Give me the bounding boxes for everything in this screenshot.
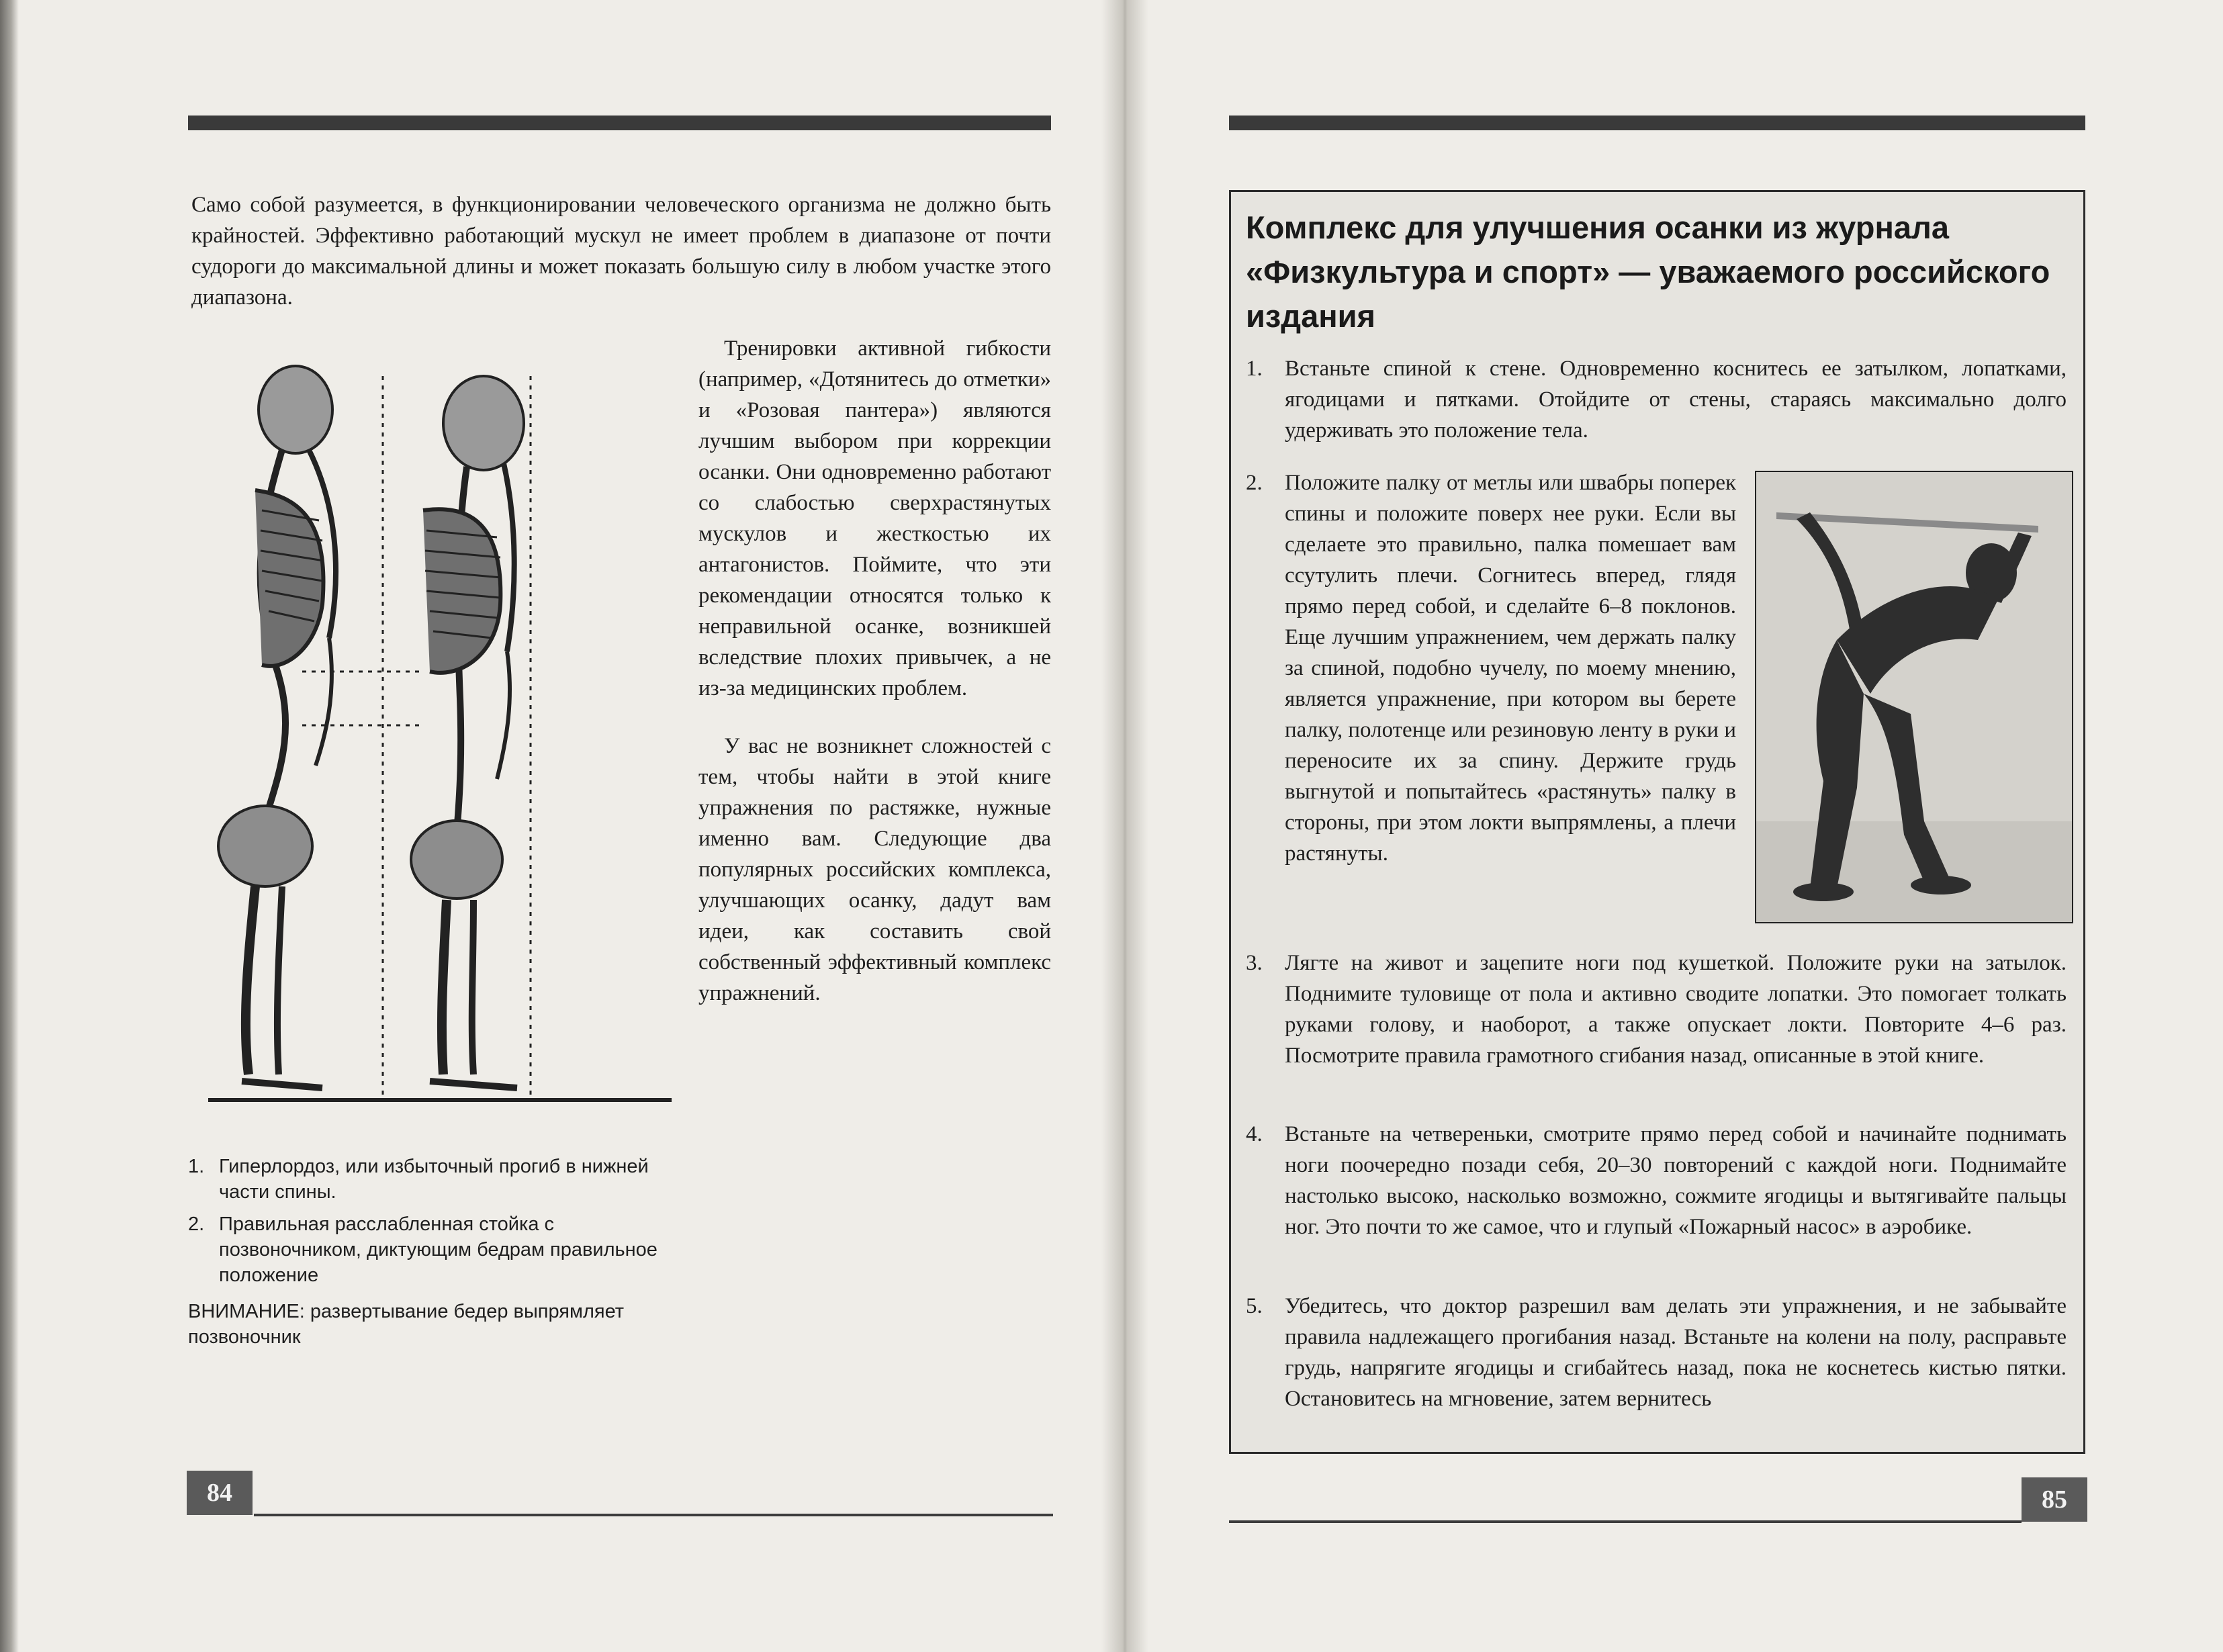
page-number: 84 bbox=[187, 1471, 253, 1515]
item-number: 1. bbox=[1246, 357, 1263, 381]
item-text: Убедитесь, что доктор разрешил вам делать эти упражнения, и не забывайте правила надлежащего прогибания назад. Встаньте на колени на полу, расправьте грудь, напрягите ягодицы и сгибайтесь назад, пока не коснетесь кистью пятки. Остановитесь на мгновение, затем вернитесь bbox=[1285, 1294, 2067, 1411]
column-paragraph-2: У вас не возникнет сложностей с тем, чтобы найти в этой книге упражнения по растяжке, нужные именно вам. Следующие два популярных российских комплекса, улучшающих осанку, дадут вам идеи, как составить свой собственный эффективный комплекс упражнений. bbox=[698, 734, 1051, 1005]
exercise-item-3 bbox=[1246, 948, 2067, 1071]
item-text: Встаньте на четвереньки, смотрите прямо перед собой и начинайте поднимать ноги поочередно позади себя, 20–30 повторений с каждой ноги. Поднимайте настолько высоко, насколько возможно, сожмите ягодицы и вытягивайте пальцы ног. Это почти то же самое, что и глупый «Пожарный насос» в аэробике. bbox=[1285, 1122, 2067, 1239]
page-number: 85 bbox=[2022, 1477, 2087, 1522]
item-text: Положите палку от метлы или швабры поперек спины и положите поверх нее руки. Если вы сделаете это правильно, палка помешает вам ссутулить плечи. Согнитесь вперед, глядя прямо перед собой, и сделайте 6–8 поклонов. Еще лучшим упражнением, чем держать палку за спиной, подобно чучелу, по моему мнению, является упражнение, при котором вы берете палку, полотенце или резиновую ленту в руки и переносите их за спину. Держите грудь выгнутой и попытайтесь «растянуть» палку в стороны, при этом локти выпрямлены, а плечи растянуты. bbox=[1285, 471, 1736, 866]
exercise-item-4 bbox=[1246, 1119, 2067, 1242]
skeleton-figure-1 bbox=[218, 366, 336, 1088]
caption-note: ВНИМАНИЕ: развертывание бедер выпрямляет позвоночник bbox=[188, 1301, 625, 1348]
item-number: 5. bbox=[1246, 1294, 1263, 1318]
footer-rule bbox=[254, 1514, 1053, 1516]
stretch-exercise-photo bbox=[1755, 471, 2073, 923]
item-number: 3. bbox=[1246, 951, 1263, 975]
text-column bbox=[698, 333, 1051, 1036]
header-rule bbox=[188, 116, 1051, 130]
header-rule bbox=[1229, 116, 2085, 130]
item-number: 2. bbox=[1246, 471, 1263, 495]
exercise-item-5 bbox=[1246, 1291, 2067, 1414]
book-gutter bbox=[1101, 0, 1148, 1652]
item-text: Лягте на живот и зацепите ноги под кушеткой. Положите руки на затылок. Поднимите туловище от пола и активно сводите лопатки. Это помогает толкать руками голову, и наоборот, а также опускает локти. Повторите 4–6 раз. Посмотрите правила грамотного сгибания назад, описанные в этой книге. bbox=[1285, 951, 2067, 1068]
caption-item: 1. Гиперлордоз, или избыточный прогиб в нижней части спины. bbox=[188, 1156, 649, 1203]
page-edge bbox=[0, 0, 19, 1652]
caption-item: 2. Правильная расслабленная стойка с позвоночником, диктующим бедрам правильное положение bbox=[188, 1213, 657, 1286]
intro-paragraph: Само собой разумеется, в функционировании человеческого организма не должно быть крайностей. Эффективно работающий мускул не имеет проблем в диапазоне от почти судороги до максимальной длины и может показать большую силу в любом участке этого диапазона. bbox=[191, 193, 1051, 310]
item-number: 4. bbox=[1246, 1122, 1263, 1146]
skeleton-posture-illustration bbox=[201, 349, 685, 1115]
item-text: Встаньте спиной к стене. Одновременно коснитесь ее затылком, лопатками, ягодицами и пятками. Отойдите от стены, стараясь максимально долго удерживать это положение тела. bbox=[1285, 357, 2067, 443]
exercise-item-2 bbox=[1246, 467, 1736, 869]
exercise-item-1 bbox=[1246, 353, 2067, 446]
skeleton-figure-2 bbox=[411, 376, 524, 1088]
column-paragraph-1: Тренировки активной гибкости (например, «Дотянитесь до отметки» и «Розовая пантера») являются лучшим выбором при коррекции осанки. Они одновременно работают со слабостью сверхрастянутых мускулов и жесткостью их антагонистов. Поймите, что эти рекомендации относятся только к неправильной осанке, возникшей вследствие плохих привычек, а не из-за медицинских проблем. bbox=[698, 336, 1051, 700]
sidebar-title: Комплекс для улучшения осанки из журнала «Физкультура и спорт» — уважаемого российского издания bbox=[1246, 210, 2050, 334]
footer-rule bbox=[1229, 1520, 2022, 1523]
sidebar-box bbox=[1229, 190, 2085, 1454]
figure-caption bbox=[188, 1154, 672, 1350]
